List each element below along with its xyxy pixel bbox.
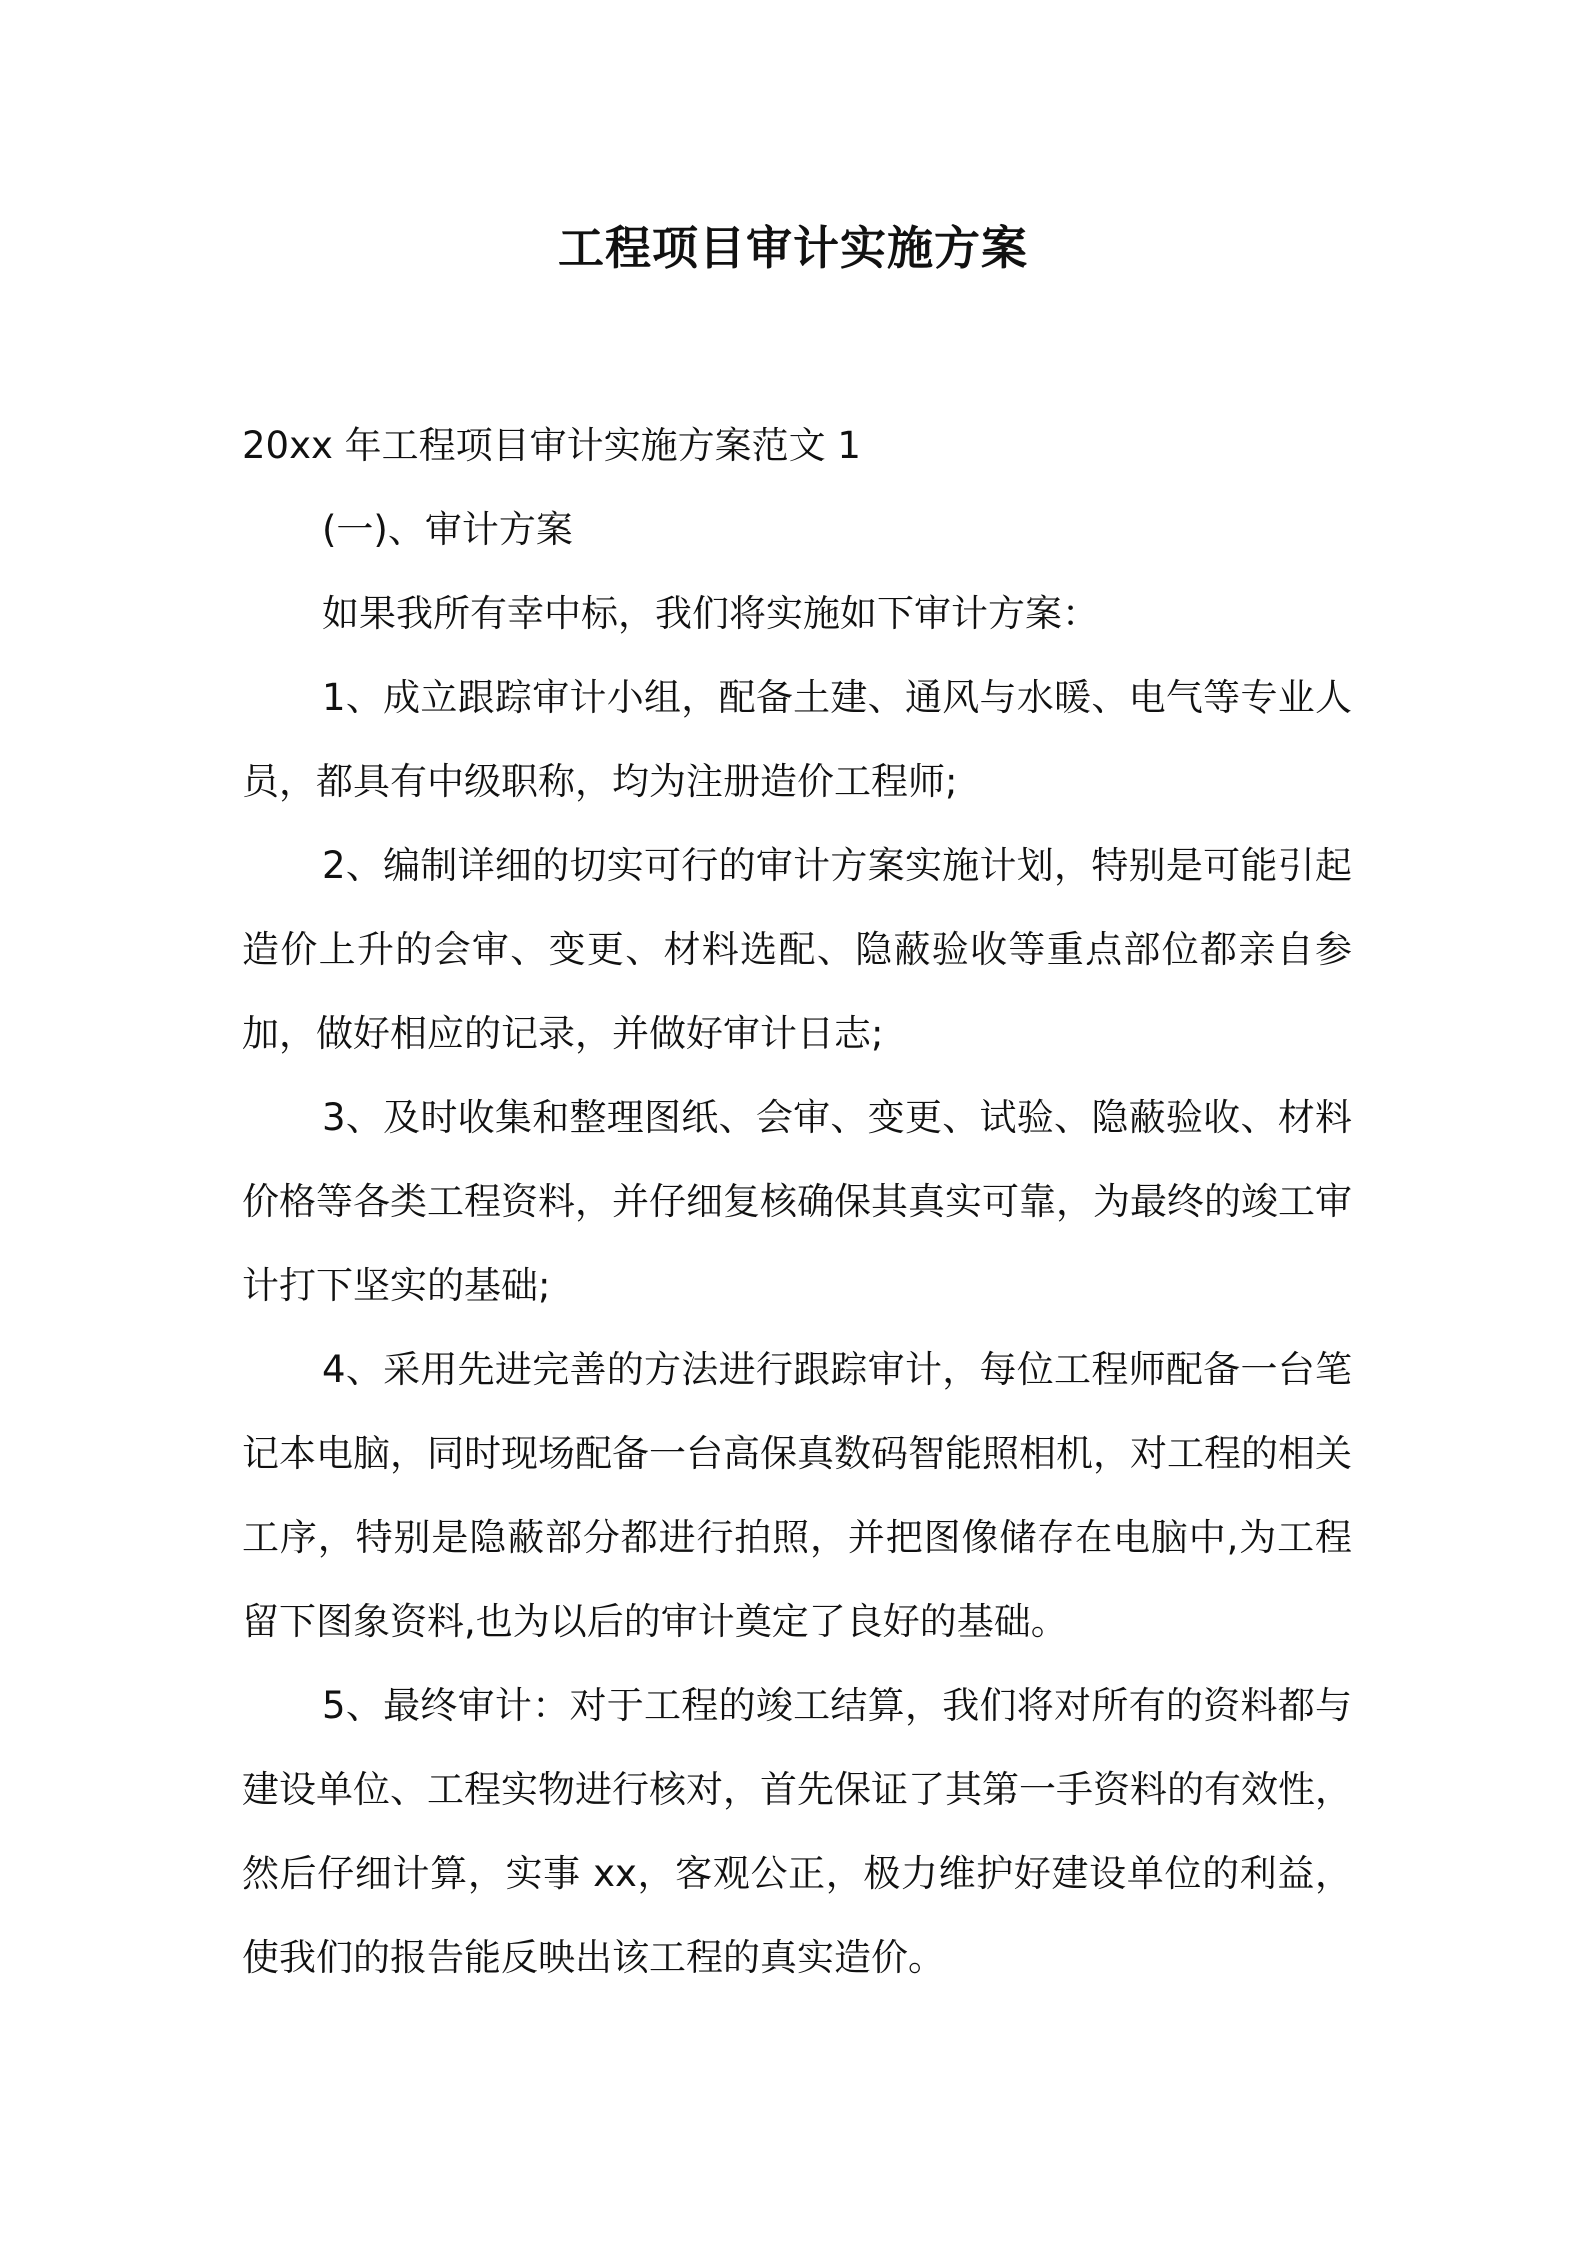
- list-item: 2、编制详细的切实可行的审计方案实施计划，特别是可能引起造价上升的会审、变更、材料选配、隐蔽验收等重点部位都亲自参加，做好相应的记录，并做好审计日志;: [242, 844, 1352, 1055]
- page-title: 工程项目审计实施方案: [558, 221, 1028, 275]
- section-heading: (一)、审计方案: [322, 508, 573, 551]
- list-item: 1、成立跟踪审计小组，配备土建、通风与水暖、电气等专业人员，都具有中级职称，均为注册造价工程师;: [242, 676, 1352, 803]
- document-subtitle: 20xx 年工程项目审计实施方案范文 1: [242, 424, 861, 467]
- intro-paragraph: 如果我所有幸中标，我们将实施如下审计方案：: [322, 592, 1099, 635]
- list-item: 5、最终审计：对于工程的竣工结算，我们将对所有的资料都与建设单位、工程实物进行核对，首先保证了其第一手资料的有效性，然后仔细计算，实事 xx，客观公正，极力维护好建设单位的利益，使我们的报告能反映出该工程的真实造价。: [242, 1684, 1352, 1979]
- document-body: [242, 404, 1352, 2000]
- list-item: 3、及时收集和整理图纸、会审、变更、试验、隐蔽验收、材料价格等各类工程资料，并仔细复核确保其真实可靠，为最终的竣工审计打下坚实的基础;: [242, 1096, 1352, 1307]
- list-item: 4、采用先进完善的方法进行跟踪审计，每位工程师配备一台笔记本电脑，同时现场配备一台高保真数码智能照相机，对工程的相关工序，特别是隐蔽部分都进行拍照，并把图像储存在电脑中,为工程留下图象资料,也为以后的审计奠定了良好的基础。: [242, 1348, 1352, 1643]
